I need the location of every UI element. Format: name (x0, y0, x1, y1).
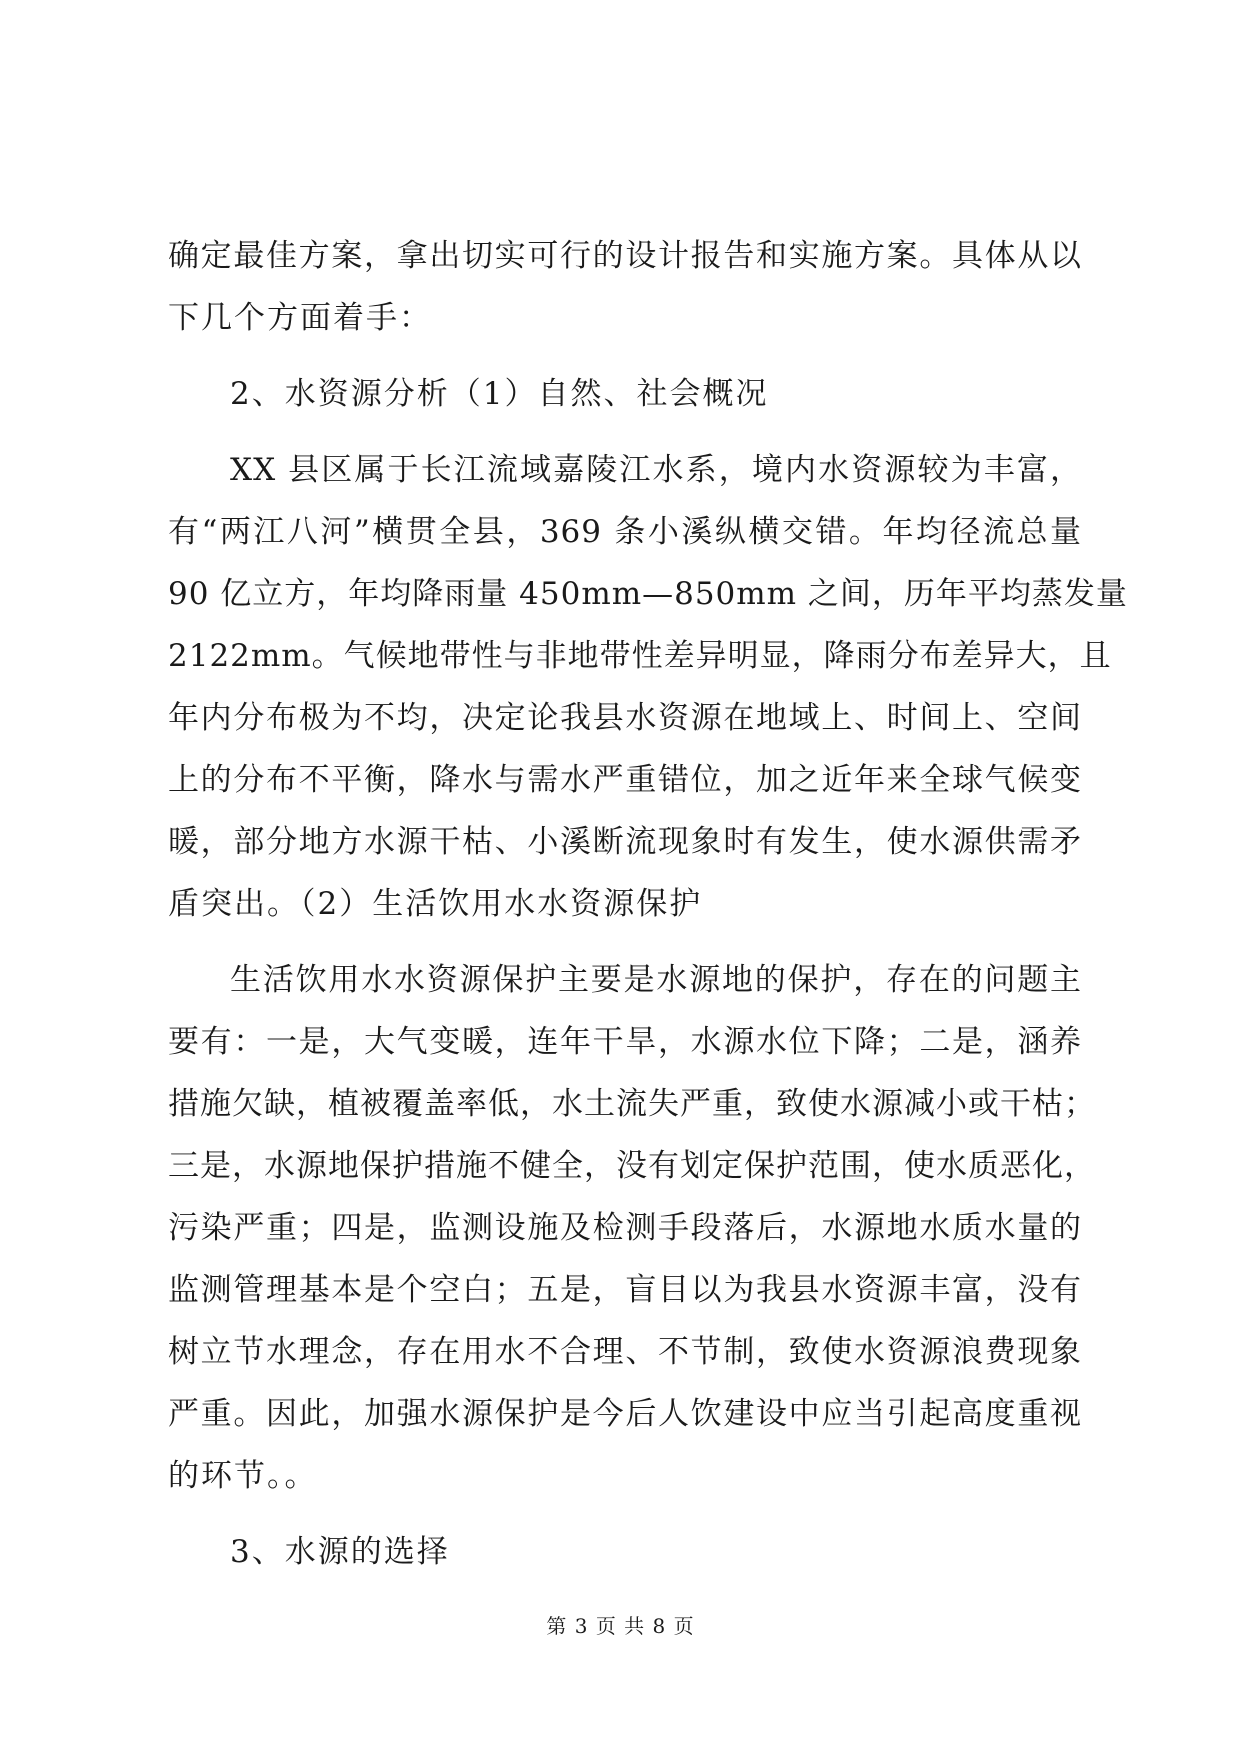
paragraph-line: 三是，水源地保护措施不健全，没有划定保护范围，使水质恶化， (168, 1148, 1096, 1184)
section-heading: 3、水源的选择 (230, 1534, 450, 1570)
paragraph-line: 要有：一是，大气变暖，连年干旱，水源水位下降；二是，涵养 (168, 1024, 1082, 1060)
paragraph-line: 的环节。。 (168, 1458, 318, 1494)
paragraph-line: 有“两江八河”横贯全县，369 条小溪纵横交错。年均径流总量 (168, 514, 1082, 550)
paragraph-line: 下几个方面着手： (168, 300, 432, 336)
paragraph-line: 树立节水理念，存在用水不合理、不节制，致使水资源浪费现象 (168, 1334, 1082, 1370)
paragraph-line: XX 县区属于长江流域嘉陵江水系，境内水资源较为丰富， (230, 452, 1082, 488)
paragraph-line: 严重。因此，加强水源保护是今后人饮建设中应当引起高度重视 (168, 1396, 1082, 1432)
paragraph-line: 监测管理基本是个空白；五是，盲目以为我县水资源丰富，没有 (168, 1272, 1082, 1308)
paragraph-line: 2122mm。气候地带性与非地带性差异明显，降雨分布差异大，且 (168, 638, 1112, 674)
page-footer: 第 3 页 共 8 页 (546, 1614, 695, 1638)
paragraph-line: 上的分布不平衡，降水与需水严重错位，加之近年来全球气候变 (168, 762, 1082, 798)
document-body (168, 225, 1128, 1583)
paragraph-line: 90 亿立方，年均降雨量 450mm—850mm 之间，历年平均蒸发量 (168, 576, 1128, 612)
paragraph-line: 生活饮用水水资源保护主要是水源地的保护，存在的问题主 (230, 962, 1082, 998)
paragraph-line: 盾突出。（2）生活饮用水水资源保护 (168, 886, 703, 922)
paragraph-line: 年内分布极为不均，决定论我县水资源在地域上、时间上、空间 (168, 700, 1082, 736)
paragraph-line: 暖，部分地方水源干枯、小溪断流现象时有发生，使水源供需矛 (168, 824, 1082, 860)
paragraph-line: 污染严重；四是，监测设施及检测手段落后，水源地水质水量的 (168, 1210, 1082, 1246)
section-heading: 2、水资源分析（1）自然、社会概况 (230, 376, 769, 412)
paragraph-line: 确定最佳方案，拿出切实可行的设计报告和实施方案。具体从以 (168, 238, 1082, 274)
paragraph-line: 措施欠缺，植被覆盖率低，水土流失严重，致使水源减小或干枯； (168, 1086, 1096, 1122)
